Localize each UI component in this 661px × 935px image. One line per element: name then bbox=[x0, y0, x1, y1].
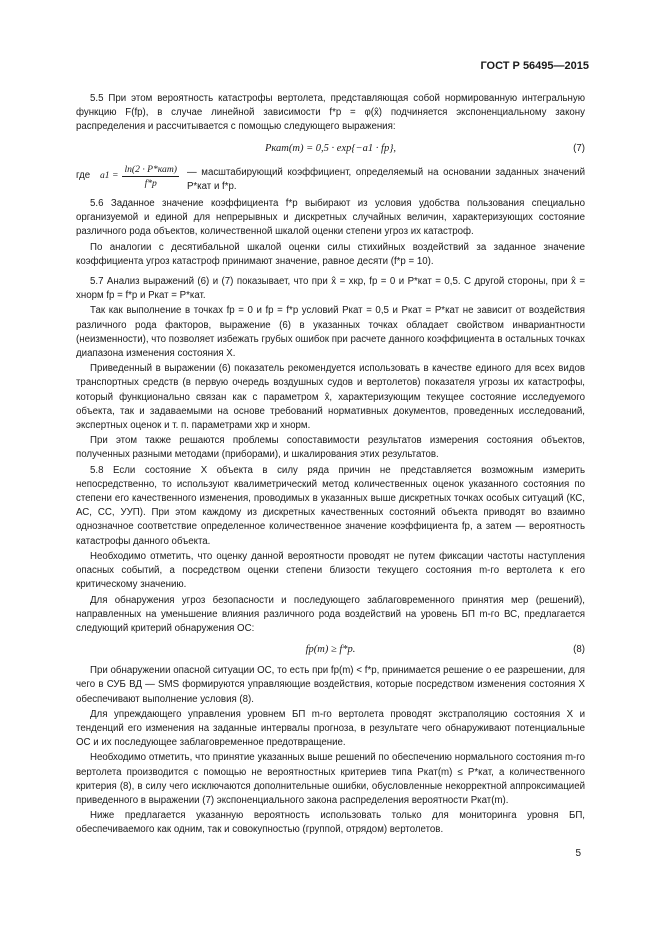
paragraph-detection: Для обнаружения угроз безопасности и последующего заблаговременного принятия мер (решений), направленных на уменьшение влияния различного рода воздействий на уровень БП m-го ВС, предлагается следующий критерий обнаружения ОС: bbox=[76, 594, 585, 634]
formula-7-expression: Pкат(m) = 0,5 · exp{−a1 · fp}, bbox=[264, 142, 397, 154]
paragraph-indicator: Приведенный в выражении (6) показатель рекомендуется использовать в качестве единого для всех видов транспортных средств (в первую очередь воздушных судов и вертолетов) показателя угрозы их катастрофы, который функционально связан как с параметром x̂, характеризующим текущее состояние исследуемого объекта, так и задаваемыми на основе требований нормативных документов, проведенных исследований, экспертных оценок и т. п. параметрами xкр и xнорм. bbox=[76, 363, 585, 432]
a1-numerator: ln(2 · P*кат) bbox=[124, 163, 177, 175]
paragraph-criteria-note: Необходимо отметить, что принятие указанных выше решений по обеспечению нормального состояния m-го вертолета производится с помощью не вероятностных критериев типа Pкат(m) ≤ P*кат, а количественного критерия (8), в силу чего исключаются дополнительные ошибки, обусловленные некорректной аппроксимацией приведенного в выражении (7) экспоненциального закона распределения вероятности Pкат(m). bbox=[76, 752, 585, 806]
formula-8-number: (8) bbox=[573, 644, 585, 656]
paragraph-5-7: 5.7 Анализ выражений (6) и (7) показывает, что при x̂ = xкр, fp = 0 и P*кат = 0,5. С другой стороны, при x̂ = xнорм fp = f*p и Pкат = P*кат. bbox=[76, 276, 585, 302]
page-number: 5 bbox=[575, 848, 581, 859]
standard-number: ГОСТ Р 56495—2015 bbox=[480, 60, 589, 72]
paragraph-comparability: При этом также решаются проблемы сопоставимости результатов измерения состояния объектов, полученных разными методами (приборами), и шкалирования этих результатов. bbox=[76, 435, 585, 461]
a1-denominator: f*p bbox=[144, 177, 157, 189]
formula-7-legend bbox=[76, 163, 585, 194]
where-label: где bbox=[76, 169, 91, 181]
a1-description: — масштабирующий коэффициент, определяемый на основании заданных значений P*кат и f*p. bbox=[186, 166, 585, 192]
page-body bbox=[76, 92, 585, 839]
a1-lhs: a1 = bbox=[100, 170, 119, 181]
formula-8-expression: fp(m) ≥ f*p. bbox=[305, 644, 356, 656]
formula-7 bbox=[76, 141, 585, 157]
paragraph-os-detected: При обнаружении опасной ситуации ОС, то есть при fp(m) < f*p, принимается решение о ее разрешении, для чего в СУБ ВД — SMS формируются управляющие воздействия, которые посредством изменения состояния X обеспечивают выполнение условия (8). bbox=[76, 665, 585, 705]
paragraph-5-6: 5.6 Заданное значение коэффициента f*p выбирают из условия удобства пользования специально организуемой и единой для непрерывных и дискретных случайных величин, характеризующих состояние различного рода объектов, количественной шкалой оценки степени угроз их катастроф. bbox=[76, 198, 585, 238]
paragraph-invariance: Так как выполнение в точках fp = 0 и fp = f*p условий Pкат = 0,5 и Pкат = P*кат не зависит от воздействия различного рода факторов, выражение (6) в указанных точках обладает свойством инвариантности (неизменности), что позволяет избежать грубых ошибок при расчете данного коэффициента в остальных точках диапазона изменения состояния X. bbox=[76, 305, 585, 360]
paragraph-monitoring: Ниже предлагается указанную вероятность использовать только для мониторинга уровня БП, обеспечиваемого как одним, так и совокупностью (группой, отрядом) вертолетов. bbox=[76, 810, 585, 836]
paragraph-probability-estimate: Необходимо отметить, что оценку данной вероятности проводят не путем фиксации частоты наступления опасных событий, а посредством оценки степени близости текущего состояния m-го вертолета к его критическому значению. bbox=[76, 550, 585, 591]
formula-7-number: (7) bbox=[573, 142, 585, 154]
formula-8 bbox=[76, 642, 585, 658]
a1-fraction bbox=[100, 163, 179, 190]
paragraph-5-5: 5.5 При этом вероятность катастрофы вертолета, представляющая собой нормированную интегральную функцию F(fp), в случае линейной зависимости f*p = φ(x̂) подчиняется экспоненциальному закону распределения и рассчитывается с помощью следующего выражения: bbox=[76, 93, 585, 133]
paragraph-proactive: Для упреждающего управления уровнем БП m-го вертолета проводят экстраполяцию состояния X и тенденций его изменения на заданные интервалы прогноза, в результате чего обнаруживают потенциальные ОС и их последующее заблаговременное предотвращение. bbox=[76, 708, 585, 749]
paragraph-5-8: 5.8 Если состояние X объекта в силу ряда причин не представляется возможным измерить непосредственно, то используют квалиметрический метод количественных оценок указанного состояния по степени его качественного изменения, проводимых в указанных выше дискретных точках особых ситуаций (КС, АС, СС, УУП). При этом каждому из дискретных качественных состояний объекта приводят во взаимно однозначное соответствие определенное количественное значение коэффициента fp, а затем — вероятность катастрофы данного объекта. bbox=[76, 464, 585, 547]
paragraph-scale-analogy: По аналогии с десятибальной шкалой оценки силы стихийных воздействий за заданное значение коэффициента угроз катастроф принимают значение, равное десяти (f*p = 10). bbox=[76, 241, 585, 267]
